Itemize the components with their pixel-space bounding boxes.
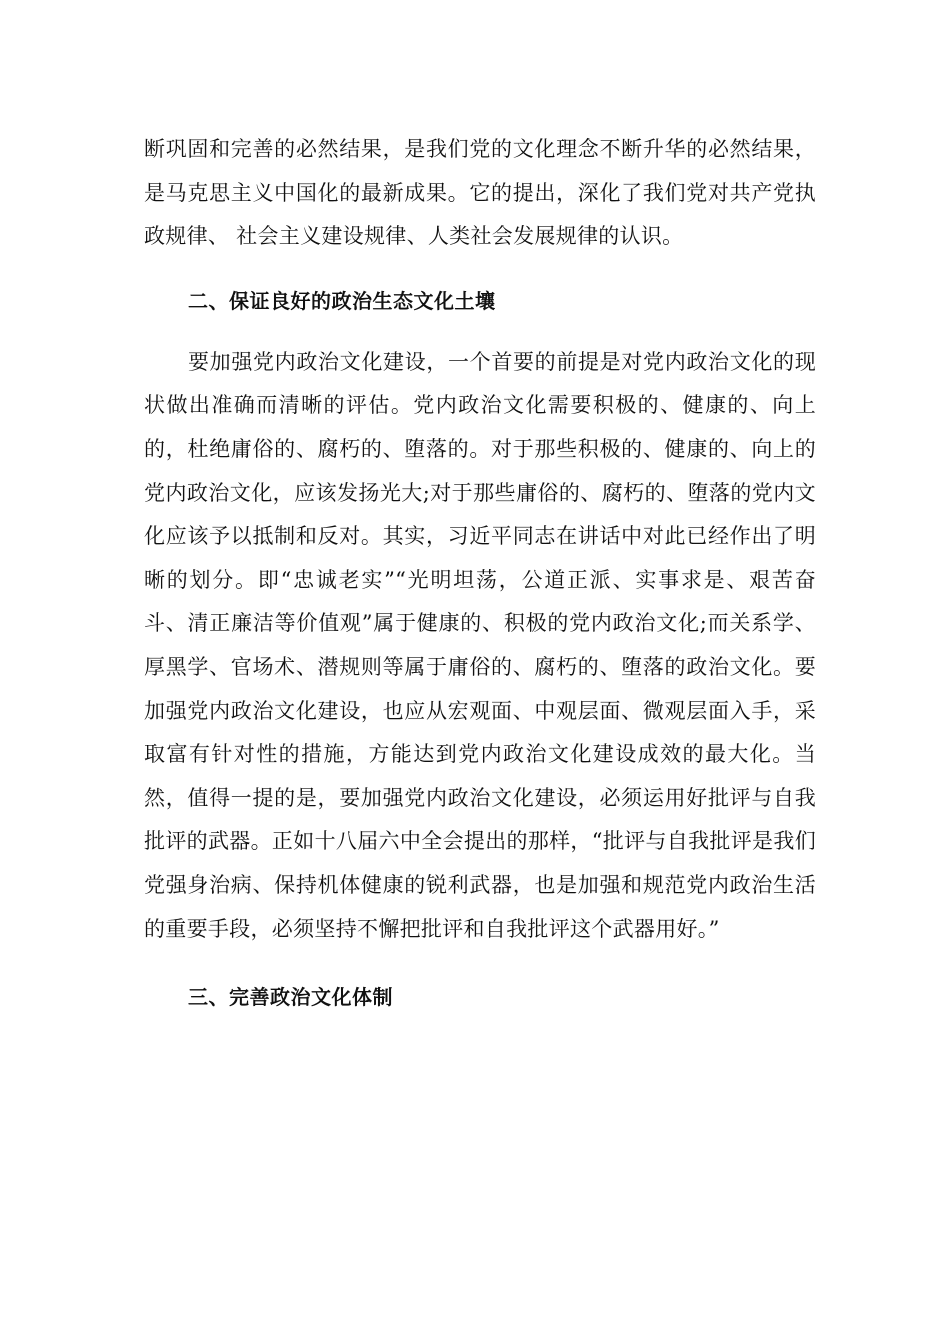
section-heading-2: 二、保证良好的政治生态文化土壤 xyxy=(188,288,496,313)
paragraph-continued: 断巩固和完善的必然结果，是我们党的文化理念不断升华的必然结果，是马克思主义中国化的最新成果。它的提出，深化了我们党对共产党执政规律、 社会主义建设规律、人类社会发展规律的认识。 xyxy=(144,137,816,249)
document-body xyxy=(144,128,816,1019)
paragraph-section-2: 要加强党内政治文化建设，一个首要的前提是对党内政治文化的现状做出准确而清晰的评估。党内政治文化需要积极的、健康的、向上的，杜绝庸俗的、腐朽的、堕落的。对于那些积极的、健康的、向上的党内政治文化，应该发扬光大;对于那些庸俗的、腐朽的、堕落的党内文化应该予以抵制和反对。其实，习近平同志在讲话中对此已经作出了明晰的划分。即“忠诚老实”“光明坦荡，公道正派、实事求是、艰苦奋斗、清正廉洁等价值观”属于健康的、积极的党内政治文化;而关系学、厚黑学、官场术、潜规则等属于庸俗的、腐朽的、堕落的政治文化。要加强党内政治文化建设，也应从宏观面、中观层面、微观层面入手，采取富有针对性的措施，方能达到党内政治文化建设成效的最大化。当然，值得一提的是，要加强党内政治文化建设，必须运用好批评与自我批评的武器。正如十八届六中全会提出的那样，“批评与自我批评是我们党强身治病、保持机体健康的锐利武器，也是加强和规范党内政治生活的重要手段，必须坚持不懈把批评和自我批评这个武器用好。” xyxy=(144,349,816,941)
section-heading-3: 三、完善政治文化体制 xyxy=(188,985,393,1010)
